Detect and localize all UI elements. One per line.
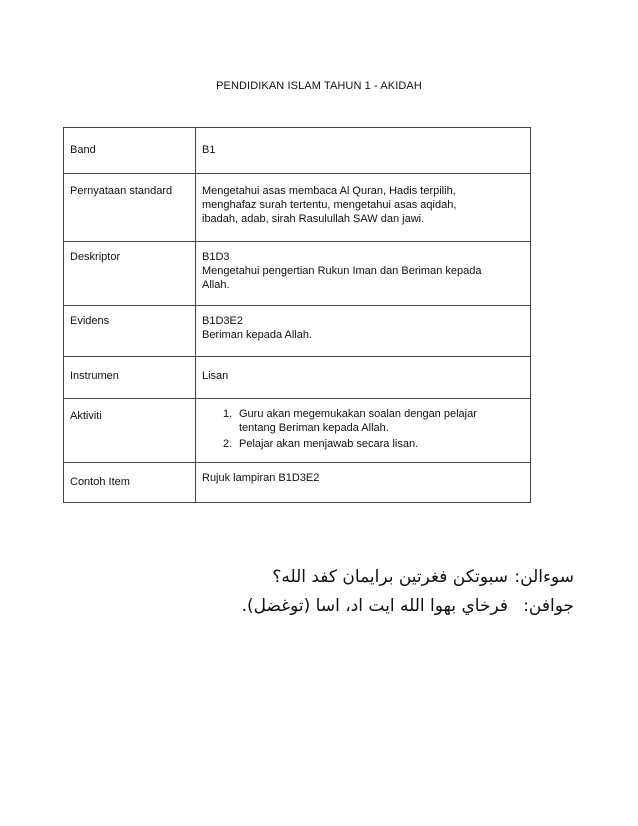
activity-list — [202, 407, 525, 451]
text-line: menghafaz surah tertentu, mengetahui asas aqidah, — [202, 199, 457, 211]
table-row-evidens — [64, 306, 531, 357]
answer-label: جوافن: — [523, 596, 574, 616]
row-label-pernyataan: Pernyataan standard — [64, 174, 196, 242]
question-text: سبوتكن فغرتين برايمان كفد الله؟ — [272, 567, 508, 587]
table-row-instrumen — [64, 357, 531, 399]
text-line: Allah. — [202, 279, 230, 291]
row-value-aktiviti — [196, 399, 531, 463]
list-item: 2. Pelajar akan menjawab secara lisan. — [223, 438, 419, 450]
row-value-instrumen: Lisan — [196, 357, 531, 399]
row-value-pernyataan — [196, 174, 531, 242]
row-value-contoh: Rujuk lampiran B1D3E2 — [196, 463, 531, 503]
answer-text: فرخاي بهوا الله ايت اد، اسا (توغضل). — [241, 596, 508, 616]
list-item: 1. Guru akan megemukakan soalan dengan pelajar tentang Beriman kepada Allah. — [223, 408, 477, 434]
text-line: ibadah, adab, sirah Rasulullah SAW dan jawi. — [202, 213, 425, 225]
row-label-evidens: Evidens — [64, 306, 196, 357]
row-label-instrumen: Instrumen — [64, 357, 196, 399]
table-row-band — [64, 128, 531, 174]
text-line: Beriman kepada Allah. — [202, 329, 313, 341]
text-line: Mengetahui pengertian Rukun Iman dan Beriman kepada — [202, 265, 482, 277]
table-row-contoh — [64, 463, 531, 503]
table-row-aktiviti — [64, 399, 531, 463]
text-line: Mengetahui asas membaca Al Quran, Hadis terpilih, — [202, 185, 456, 197]
page-title: PENDIDIKAN ISLAM TAHUN 1 - AKIDAH — [216, 80, 422, 92]
arabic-answer — [104, 596, 574, 616]
row-label-deskriptor: Deskriptor — [64, 242, 196, 306]
row-value-deskriptor — [196, 242, 531, 306]
table-row-deskriptor — [64, 242, 531, 306]
text-line: B1D3E2 — [202, 315, 243, 327]
row-label-contoh: Contoh Item — [64, 463, 196, 503]
table-row-pernyataan — [64, 174, 531, 242]
text-line: B1D3 — [202, 251, 230, 263]
question-label: سوءالن: — [514, 567, 574, 587]
row-label-aktiviti: Aktiviti — [64, 399, 196, 463]
row-value-evidens — [196, 306, 531, 357]
arabic-question — [104, 567, 574, 587]
row-label-band: Band — [64, 128, 196, 174]
row-value-band: B1 — [196, 128, 531, 174]
akidah-table — [63, 127, 531, 503]
